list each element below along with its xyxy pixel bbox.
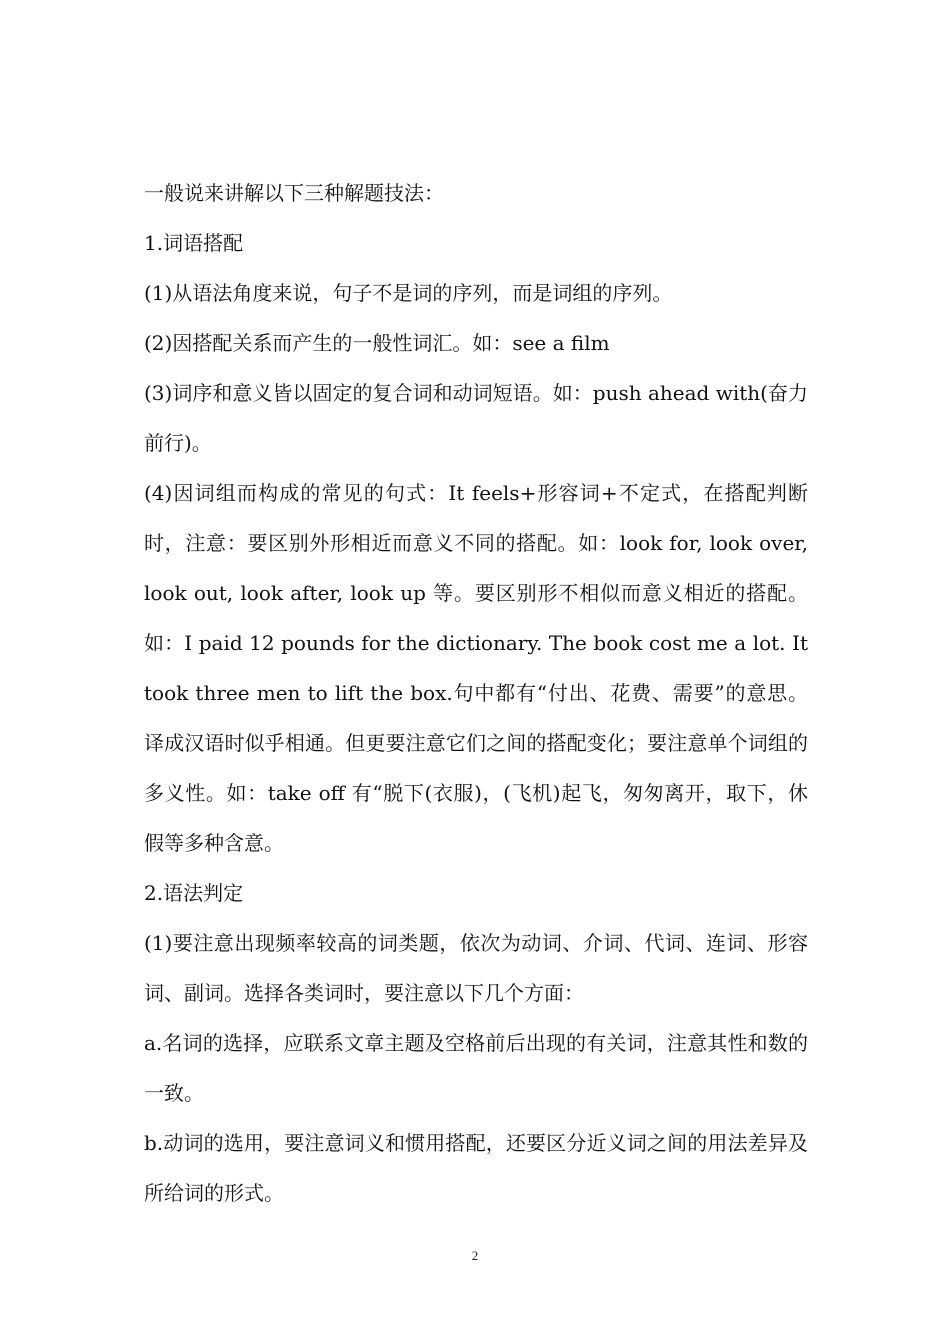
paragraph-2-a: a.名词的选择，应联系文章主题及空格前后出现的有关词，注意其性和数的一致。 [144, 1031, 808, 1105]
paragraph-1-1: (1)从语法角度来说，句子不是词的序列，而是词组的序列。 [144, 281, 673, 305]
paragraph-1-2: (2)因搭配关系而产生的一般性词汇。如：see a film [144, 331, 610, 355]
document-body [144, 168, 808, 1218]
paragraph-1-3: (3)词序和意义皆以固定的复合词和动词短语。如：push ahead with(奋力前行)。 [144, 381, 808, 455]
section-heading-collocation: 1.词语搭配 [144, 231, 244, 255]
intro-paragraph: 一般说来讲解以下三种解题技法： [144, 181, 444, 205]
paragraph-2-1: (1)要注意出现频率较高的词类题，依次为动词、介词、代词、连词、形容词、副词。选择各类词时，要注意以下几个方面： [144, 931, 808, 1005]
paragraph-2-b: b.动词的选用，要注意词义和惯用搭配，还要区分近义词之间的用法差异及所给词的形式。 [144, 1131, 808, 1205]
page-number: 2 [471, 1248, 479, 1263]
section-heading-grammar: 2.语法判定 [144, 881, 244, 905]
paragraph-1-4: (4)因词组而构成的常见的句式：It feels+形容词+不定式，在搭配判断时，注意：要区别外形相近而意义不同的搭配。如：look for, look over, look out, look after, look up 等。要区别形不相似而意义相近的搭配。如：I paid 12 pounds for the dictionary. The book cost me a lot. It took three men to lift the box.句中都有“付出、花费、需要”的意思。译成汉语时似乎相通。但更要注意它们之间的搭配变化；要注意单个词组的多义性。如：take off 有“脱下(衣服)，(飞机)起飞，匆匆离开，取下，休假等多种含意。 [144, 481, 808, 855]
